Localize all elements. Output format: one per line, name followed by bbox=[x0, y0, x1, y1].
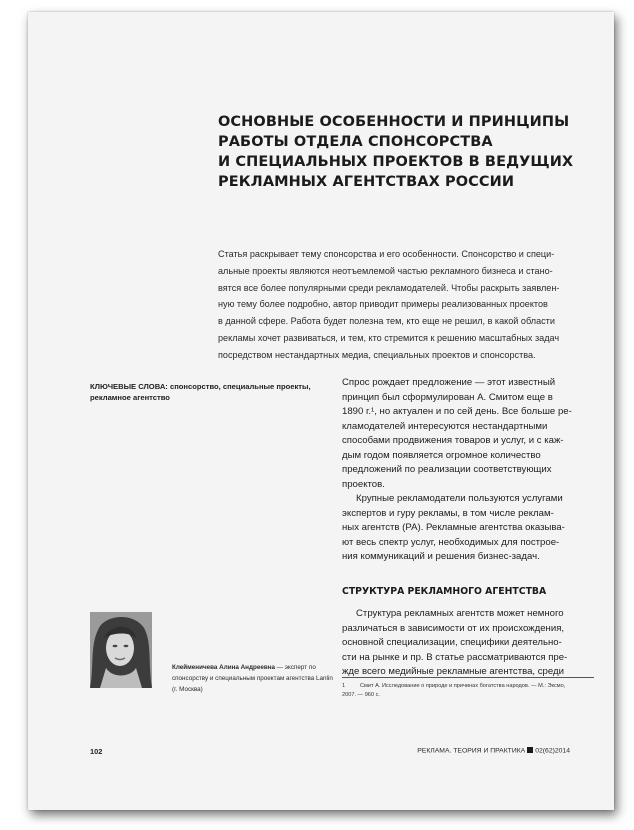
body-line: различаться в зависимости от их происхождения, bbox=[342, 622, 565, 634]
body-line: Спрос рождает предложение — этот известный bbox=[342, 377, 556, 388]
keywords-label: КЛЮЧЕВЫЕ СЛОВА: bbox=[90, 382, 168, 391]
body-line: способами продвижения товаров и услуг, и с каж- bbox=[342, 435, 564, 446]
body-line: ют весь спектр услуг, необходимых для построе- bbox=[342, 536, 560, 548]
author-portrait-image bbox=[90, 612, 152, 688]
body-line: жде всего медийные рекламные агентства, среди bbox=[342, 666, 564, 677]
abstract-line: ную тему более подробно, автор приводит примеры реализованных проектов bbox=[218, 299, 548, 310]
title-line: ОСНОВНЫЕ ОСОБЕННОСТИ И ПРИНЦИПЫ bbox=[218, 114, 570, 130]
body-line: кламодателей интересуются нестандартными bbox=[342, 420, 548, 432]
square-bullet-icon bbox=[527, 747, 533, 753]
body-line: предложений по реализации соответствующих bbox=[342, 464, 552, 475]
body-line: дым годом появляется огромное количество bbox=[342, 449, 541, 461]
body-text-structure bbox=[342, 607, 598, 680]
footnote-line bbox=[342, 682, 602, 691]
body-line: проектов. bbox=[342, 478, 385, 490]
body-line: экспертов и гуру рекламы, в том числе реклам- bbox=[342, 507, 554, 519]
abstract-line: вятся все более популярными среди рекламодателей. Чтобы раскрыть заявлен- bbox=[218, 282, 560, 293]
article-abstract bbox=[218, 246, 598, 364]
abstract-line: альные проекты являются неотъемлемой частью рекламного бизнеса и стано- bbox=[218, 265, 553, 276]
author-line bbox=[172, 662, 342, 673]
author-line: спонсорству и специальным проектам агентства Lanlin bbox=[172, 675, 333, 682]
abstract-line: в данной сфере. Работа будет полезна тем, кто еще не решил, в какой области bbox=[218, 316, 555, 327]
running-footer bbox=[417, 747, 570, 755]
abstract-line: посредством нестандартных медиа, специальных проектов и спонсорства. bbox=[218, 349, 536, 360]
body-line: 1890 г.¹, но актуален и по сей день. Все больше ре- bbox=[342, 406, 572, 417]
author-photo bbox=[90, 612, 152, 688]
abstract-line: Статья раскрывает тему спонсорства и его особенности. Спонсорство и специ- bbox=[218, 249, 555, 259]
page-number: 102 bbox=[90, 747, 103, 756]
author-line: (г. Москва) bbox=[172, 686, 203, 693]
body-line: ных агентств (РА). Рекламные агентства оказыва- bbox=[342, 522, 565, 533]
title-line: РАБОТЫ ОТДЕЛА СПОНСОРСТВА bbox=[218, 134, 493, 150]
author-role: — эксперт по bbox=[275, 664, 316, 671]
author-name: Клейменичева Алина Андреевна bbox=[172, 664, 276, 671]
keywords-text: спонсорство, специальные проекты, рекламное агентство bbox=[90, 382, 311, 402]
keywords bbox=[90, 382, 340, 403]
body-text-intro bbox=[342, 376, 598, 565]
journal-name: РЕКЛАМА. ТЕОРИЯ И ПРАКТИКА bbox=[417, 747, 526, 755]
body-line: принцип был сформулирован А. Смитом еще в bbox=[342, 391, 553, 403]
footnote bbox=[342, 682, 602, 700]
section-heading: СТРУКТУРА РЕКЛАМНОГО АГЕНТСТВА bbox=[342, 586, 547, 597]
body-line: Крупные рекламодатели пользуются услугами bbox=[356, 493, 563, 504]
title-line: И СПЕЦИАЛЬНЫХ ПРОЕКТОВ В ВЕДУЩИХ bbox=[218, 154, 574, 170]
body-line: основной специализации, специфики деятельно- bbox=[342, 637, 562, 648]
body-line: ния коммуникаций и решения бизнес-задач. bbox=[342, 551, 540, 562]
journal-page bbox=[28, 12, 614, 810]
article-title bbox=[218, 112, 598, 192]
abstract-line: рекламы хочет развиваться, и тем, кто стремится к решению масштабных задач bbox=[218, 332, 560, 343]
footnote-text: Смит А. Исследование о природе и причинах богатства народов. — М.: Эксмо, bbox=[360, 683, 566, 689]
issue-number: 02(62)2014 bbox=[535, 747, 570, 755]
author-bio bbox=[172, 662, 342, 695]
footnote-marker: 1 bbox=[342, 683, 346, 689]
footnote-line: 2007. — 960 с. bbox=[342, 692, 380, 698]
footnote-divider bbox=[342, 677, 594, 678]
title-line: РЕКЛАМНЫХ АГЕНТСТВАХ РОССИИ bbox=[218, 174, 515, 190]
body-line: Структура рекламных агентств может немного bbox=[356, 608, 564, 619]
body-line: сти на рынке и пр. В статье рассматриваются пре- bbox=[342, 651, 568, 663]
